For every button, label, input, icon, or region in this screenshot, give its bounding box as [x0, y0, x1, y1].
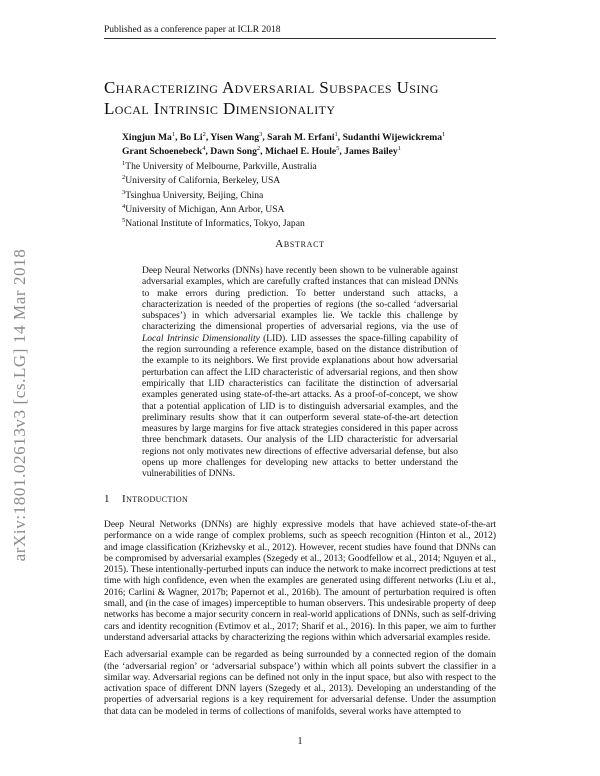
abstract-body — [142, 266, 458, 481]
author-sup: 1 — [334, 131, 338, 138]
affiliation-sup: 3 — [122, 188, 126, 196]
introduction-body — [104, 520, 496, 724]
affiliation — [122, 172, 502, 186]
arxiv-identifier: arXiv:1801.02613v3 [cs.LG] 14 Mar 2018 — [10, 248, 29, 562]
author-name: Xingjun Ma — [122, 132, 172, 144]
author-name: Yisen Wang — [210, 132, 260, 144]
affiliation-sup: 2 — [122, 174, 126, 182]
author-sup: 1 — [442, 131, 446, 138]
affiliation — [122, 215, 502, 229]
author-name: James Bailey — [344, 146, 398, 158]
author-sup: 4 — [202, 145, 206, 153]
abstract-text-2: (LID). LID assesses the space-filling capability of the region surrounding a reference example, based on the distance distribution of the example to its neighbors. We first provide explanations about how adversarial perturbation can affect the LID characteristic of adversarial regions, and then show empirically that LID characteristics can facilitate the distinction of adversarial examples generated using state-of-the-art attacks. As a proof-of-concept, we show that a potential application of LID is to distinguish adversarial examples, and the preliminary results show that it can outperform several state-of-the-art detection measures by large margins for five attack strategies considered in this paper across three benchmark datasets. Our analysis of the LID characteristic for adversarial regions not only motivates new directions of effective adversarial defense, but also opens up more challenges for developing new attacks to better understand the vulnerabilities of DNNs. — [142, 333, 458, 480]
abstract-emphasis: Local Intrinsic Dimensionality — [142, 333, 260, 344]
page-number: 1 — [297, 736, 303, 747]
section-heading — [104, 493, 188, 505]
intro-paragraph-1: Deep Neural Networks (DNNs) are highly expressive models that have achieved state-of-the-art performance on a wide range of complex problems, such as speech recognition (Hinton et al., 2012) and image classification (Krizhevsky et al., 2012). However, recent studies have found that DNNs can be compromised by adversarial examples (Szegedy et al., 2013; Goodfellow et al., 2014; Nguyen et al., 2015). These intentionally-perturbed inputs can induce the network to make incorrect predictions at test time with high confidence, even when the examples are generated using different networks (Liu et al., 2016; Carlini & Wagner, 2017b; Papernot et al., 2016b). The amount of perturbation required is often small, and (in the case of images) imperceptible to human observers. This undesirable property of deep networks has become a major security concern in real-world applications of DNNs, such as self-driving cars and identity recognition (Evtimov et al., 2017; Sharif et al., 2016). In this paper, we aim to further understand adversarial attacks by characterizing the regions within which adversarial examples reside. — [104, 520, 496, 643]
arxiv-sidebar — [0, 0, 40, 776]
affiliation-text: National Institute of Informatics, Tokyo, Japan — [125, 218, 305, 230]
affiliation-sup: 1 — [122, 159, 126, 167]
author-sup: 5 — [336, 145, 340, 153]
author-name: Sarah M. Erfani — [267, 132, 335, 144]
abstract-text-1: Deep Neural Networks (DNNs) have recently been shown to be vulnerable against adversarial examples, which are carefully crafted instances that can mislead DNNs to make errors during prediction. To better understand such attacks, a characterization is needed of the properties of regions (the so-called ‘adversarial subspaces’) in which adversarial examples lie. We tackle this challenge by characterizing the dimensional properties of adversarial regions, via the use of — [142, 266, 458, 333]
author-sup: 1 — [397, 145, 401, 153]
title-line-2: Local Intrinsic Dimensionality — [104, 99, 336, 118]
author-line-1: Xingjun Ma$^1$, Bo Li$^2$, Yisen Wang$^3$, Sarah M. Erfani$^1$, Sudanthi Wijewickrema$^1$ — [122, 131, 446, 144]
author-name: Dawn Song — [210, 146, 257, 158]
title-line-1: Characterizing Adversarial Subspaces Using — [104, 78, 439, 97]
author-name: Sudanthi Wijewickrema — [342, 132, 443, 144]
affiliation-text: University of Michigan, Ann Arbor, USA — [125, 204, 285, 216]
affiliation-sup: 5 — [122, 217, 126, 225]
author-sup: 2 — [256, 145, 261, 153]
author-block — [122, 129, 502, 230]
running-header: Published as a conference paper at ICLR 2018 — [104, 24, 496, 39]
author-line-2: Grant Schoenebeck$^4$, Dawn Song$^2$, Michael E. Houle$^5$, James Bailey$^1$ — [122, 145, 401, 158]
affiliation-sup: 4 — [122, 202, 126, 210]
author-sup: 1 — [171, 131, 176, 138]
affiliation-text: University of California, Berkeley, USA — [125, 175, 281, 187]
paper-title — [104, 77, 504, 119]
affiliation-text: The University of Melbourne, Parkville, Australia — [125, 160, 317, 172]
author-sup: 3 — [259, 131, 263, 138]
author-name: Grant Schoenebeck — [122, 146, 203, 158]
affiliation — [122, 158, 502, 172]
section-number: 1 — [104, 493, 110, 505]
intro-paragraph-2: Each adversarial example can be regarded as being surrounded by a connected region of the domain (the ‘adversarial region’ or ‘adversarial subspace’) within which all points subvert the classifier in a similar way. Adversarial regions can be defined not only in the input space, but also with respect to the activation space of different DNN layers (Szegedy et al., 2013). Developing an understanding of the properties of adversarial regions is a key requirement for adversarial defense. Under the assumption that data can be modeled in terms of collections of manifolds, several works have attempted to — [104, 650, 496, 717]
affiliation — [122, 201, 502, 215]
affiliation-text: Tsinghua University, Beijing, China — [125, 189, 264, 201]
author-name: Michael E. Houle — [264, 146, 337, 158]
author-name: Bo Li — [179, 132, 203, 144]
abstract-heading: Abstract — [275, 238, 325, 250]
section-title: Introduction — [122, 493, 189, 505]
affiliation — [122, 187, 502, 201]
author-sup: 2 — [202, 131, 206, 138]
